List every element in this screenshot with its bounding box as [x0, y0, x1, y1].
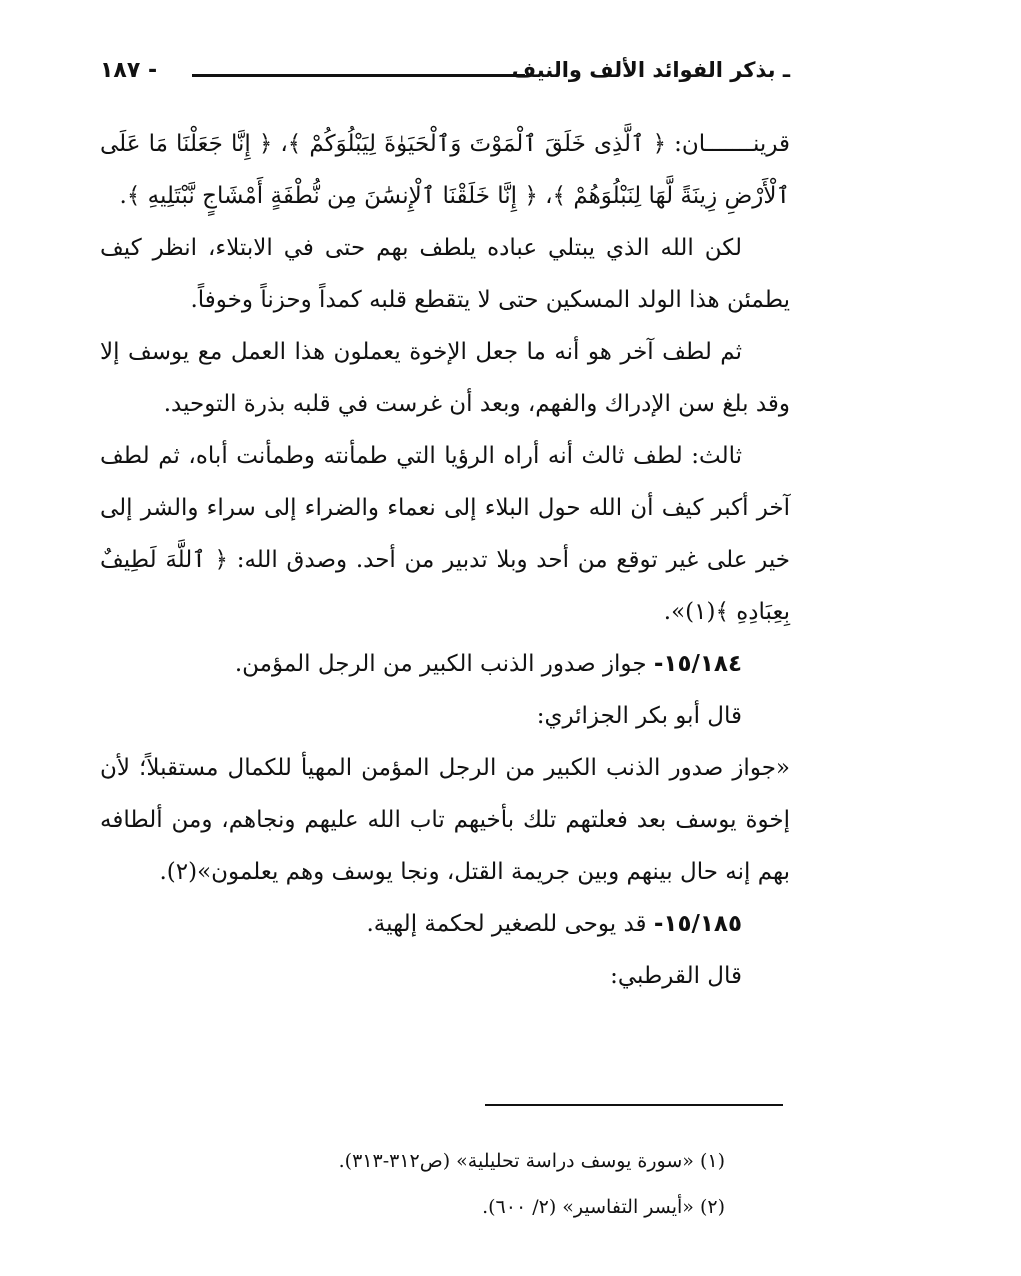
running-title: ـ بذكر الفوائد الألف والنيف [511, 58, 790, 82]
running-header [100, 58, 790, 92]
section-title: جواز صدور الذنب الكبير من الرجل المؤمن. [234, 651, 647, 677]
footnote-separator [485, 1104, 783, 1106]
quote-jazairi: «جواز صدور الذنب الكبير من الرجل المؤمن المهيأ للكمال مستقبلاً؛ لأن إخوة يوسف بعد فعلتهم تلك بأخيهم تاب الله عليهم ونجاهم، ومن ألطافه بهم إنه حال بينهم وبين جريمة القتل، ونجا يوسف وهم يعلمون»(٢). [100, 755, 790, 885]
section-heading-185 [100, 898, 790, 950]
paragraph-third-kindness: ثالث: لطف ثالث أنه أراه الرؤيا التي طمأنته وطمأنت أباه، ثم لطف آخر أكبر كيف أن الله حول البلاء إلى نعماء والضراء إلى سراء والشر إلى خير على غير توقع من أحد وبلا تدبير من أحد. وصدق الله: ﴿ ٱللَّهَ لَطِيفٌ بِعِبَادِهِ ﴾(١)». [100, 443, 790, 625]
paragraph-kindness: لكن الله الذي يبتلي عباده يلطف بهم حتى في الابتلاء، انظر كيف يطمئن هذا الولد المسكين حتى لا يتقطع قلبه كمداً وحزناً وخوفاً. [100, 235, 790, 313]
attribution-jazairi: قال أبو بكر الجزائري: [536, 703, 742, 729]
section-number: ١٥/١٨٤- [653, 651, 742, 677]
main-text [100, 118, 790, 1002]
section-number: ١٥/١٨٥- [653, 911, 742, 937]
header-rule [192, 74, 525, 77]
footnote-1: (١) «سورة يوسف دراسة تحليلية» (ص٣١٢-٣١٣). [338, 1150, 725, 1172]
paragraph-quran-verses: قرينـــــــان: ﴿ ٱلَّذِى خَلَقَ ٱلْمَوْتَ وَٱلْحَيَوٰةَ لِيَبْلُوَكُمْ ﴾، ﴿ إِنَّا جَعَلْنَا مَا عَلَى ٱلْأَرْضِ زِينَةً لَّهَا لِنَبْلُوَهُمْ ﴾، ﴿ إِنَّا خَلَقْنَا ٱلْإِنسَٰنَ مِن نُّطْفَةٍ أَمْشَاجٍ نَّبْتَلِيهِ ﴾. [100, 131, 790, 209]
paragraph-second-kindness: ثم لطف آخر هو أنه ما جعل الإخوة يعملون هذا العمل مع يوسف إلا وقد بلغ سن الإدراك والفهم، وبعد أن غرست في قلبه بذرة التوحيد. [100, 339, 790, 417]
footnote-2: (٢) «أيسر التفاسير» (٢/ ٦٠٠). [482, 1196, 725, 1218]
page-number: ١٨٧ - [100, 58, 158, 83]
section-heading-184 [100, 638, 790, 690]
attribution-qurtubi: قال القرطبي: [610, 963, 742, 989]
footnotes [300, 1138, 725, 1230]
section-title: قد يوحى للصغير لحكمة إلهية. [366, 911, 647, 937]
